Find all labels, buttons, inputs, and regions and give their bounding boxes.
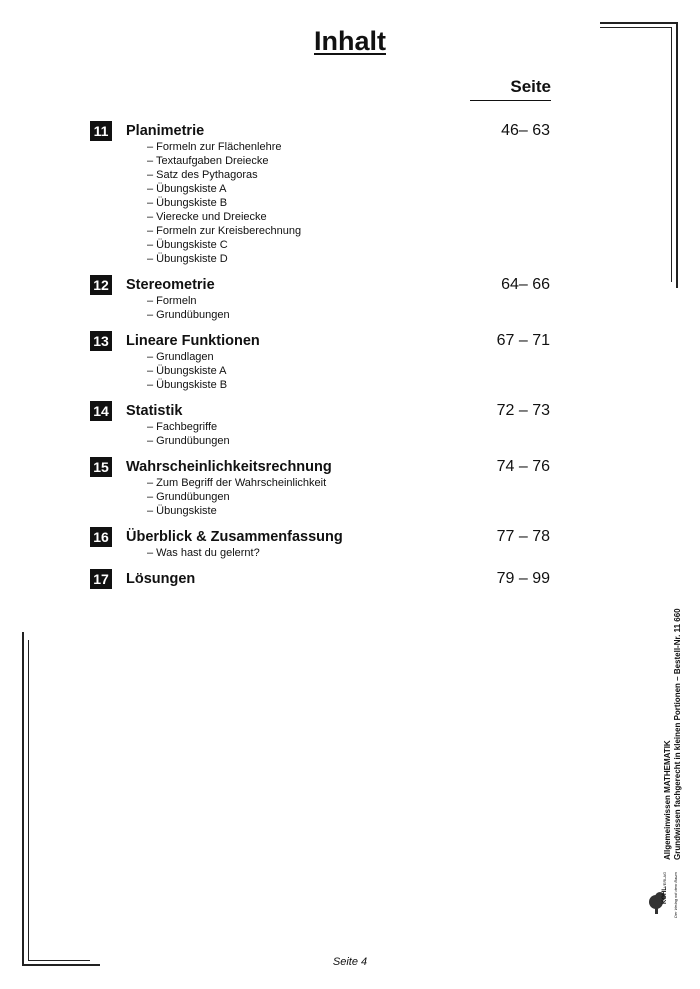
page-title: Inhalt: [314, 26, 386, 56]
subtopic-item: – Übungskiste B: [147, 379, 228, 391]
toc-section: [0, 275, 700, 322]
section-pages: 77 – 78: [496, 528, 550, 545]
side-imprint-line2: Grundwissen fachgerecht in kleinen Portionen – Bestell-Nr. 11 660: [673, 608, 682, 860]
subtopic-item: – Grundübungen: [147, 435, 230, 447]
section-number-badge: 17: [90, 569, 112, 589]
section-number-badge: 16: [90, 527, 112, 547]
section-number-badge: 14: [90, 401, 112, 421]
publisher-tagline: Der Verlag mit dem Baum: [673, 872, 678, 918]
subtopic-list: [147, 420, 700, 448]
section-title: Überblick & Zusammenfassung: [126, 529, 343, 545]
subtopic-item: – Grundübungen: [147, 491, 230, 503]
subtopic-list: [147, 140, 700, 266]
subtopic-item: – Textaufgaben Dreiecke: [147, 155, 269, 167]
frame-top-right-h1: [600, 22, 678, 24]
subtopic-item: – Grundübungen: [147, 309, 230, 321]
toc-section: [0, 401, 700, 448]
publisher-sub: VERLAG: [662, 871, 667, 888]
subtopic-list: [147, 476, 700, 518]
subtopic-item: – Übungskiste A: [147, 365, 227, 377]
toc-section: [0, 331, 700, 392]
section-pages: 72 – 73: [496, 402, 550, 419]
frame-bottom-left-v2: [28, 640, 29, 961]
frame-top-right-v1: [676, 22, 678, 288]
subtopic-item: – Zum Begriff der Wahrscheinlichkeit: [147, 477, 327, 489]
side-imprint-line1: Allgemeinwissen MATHEMATIK: [663, 740, 672, 860]
frame-top-right-v2: [671, 27, 672, 282]
frame-bottom-left-v1: [22, 632, 24, 966]
subtopic-item: – Satz des Pythagoras: [147, 169, 258, 181]
subtopic-item: – Übungskiste B: [147, 197, 228, 209]
subtopic-item: – Übungskiste C: [147, 239, 228, 251]
side-imprint: [663, 560, 693, 860]
subtopic-item: – Was hast du gelernt?: [147, 547, 260, 559]
publisher-logo: [646, 871, 686, 918]
subtopic-item: – Übungskiste A: [147, 183, 227, 195]
toc-section: [0, 569, 700, 588]
section-number-badge: 12: [90, 275, 112, 295]
pages-column-header: Seite: [470, 77, 551, 101]
section-number-badge: 13: [90, 331, 112, 351]
subtopic-item: – Übungskiste: [147, 505, 217, 517]
section-title: Lineare Funktionen: [126, 333, 260, 349]
subtopic-item: – Vierecke und Dreiecke: [147, 211, 267, 223]
subtopic-list: [147, 294, 700, 322]
section-title: Wahrscheinlichkeitsrechnung: [126, 459, 332, 475]
subtopic-item: – Formeln zur Kreisberechnung: [147, 225, 302, 237]
subtopic-item: – Fachbegriffe: [147, 421, 218, 433]
subtopic-item: – Grundlagen: [147, 351, 214, 363]
section-pages: 64– 66: [501, 276, 550, 293]
section-pages: 46– 63: [501, 122, 550, 139]
section-title: Planimetrie: [126, 123, 205, 139]
section-title: Statistik: [126, 403, 183, 419]
subtopic-item: – Formeln zur Flächenlehre: [147, 141, 282, 153]
toc-section: [0, 527, 700, 560]
subtopic-list: [147, 546, 700, 560]
toc-section: [0, 457, 700, 518]
section-title: Stereometrie: [126, 277, 215, 293]
toc-section: [0, 121, 700, 266]
subtopic-list: [147, 350, 700, 392]
section-number-badge: 11: [90, 121, 112, 141]
section-title: Lösungen: [126, 571, 196, 587]
subtopic-item: – Übungskiste D: [147, 253, 228, 265]
publisher-name: KOHL: [662, 887, 668, 904]
section-pages: 74 – 76: [496, 458, 550, 475]
section-pages: 67 – 71: [496, 332, 550, 349]
section-pages: 79 – 99: [496, 570, 550, 587]
table-of-contents: [0, 121, 700, 597]
section-number-badge: 15: [90, 457, 112, 477]
frame-top-right-h2: [600, 27, 672, 28]
page-number: Seite 4: [332, 956, 368, 968]
subtopic-item: – Formeln: [147, 295, 197, 307]
